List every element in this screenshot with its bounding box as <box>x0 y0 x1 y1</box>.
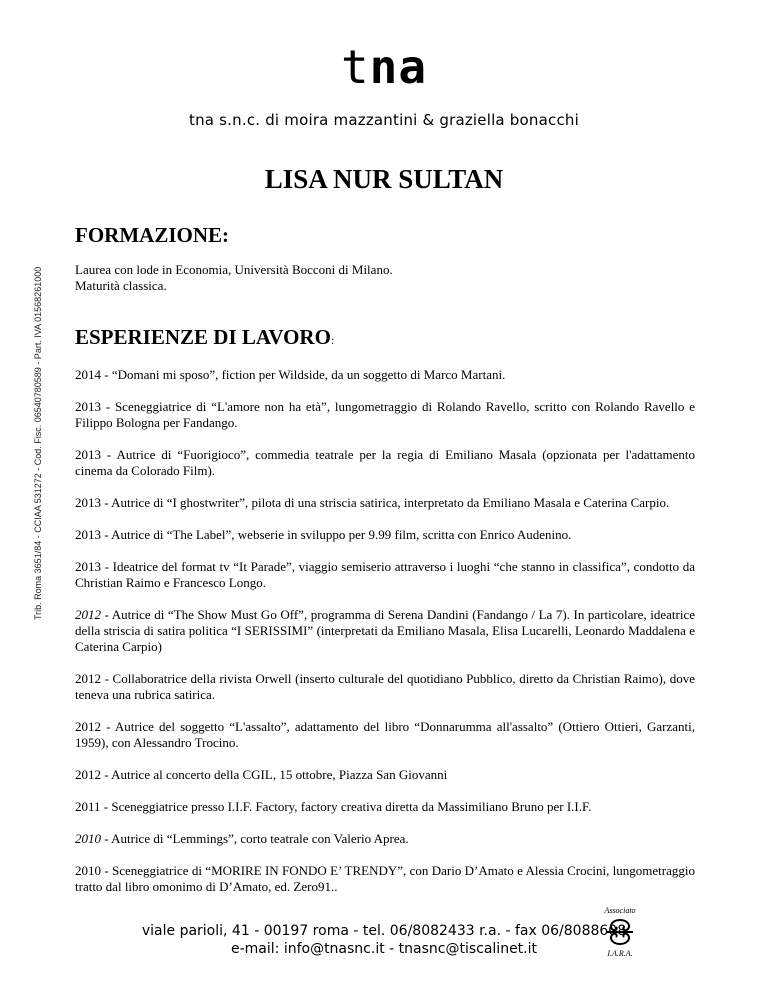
footer-email: e-mail: info@tnasnc.it - tnasnc@tiscalinet.it <box>230 941 537 957</box>
company-line: tna s.n.c. di moira mazzantini & graziella bonacchi <box>189 111 579 129</box>
formazione-line: Laurea con lode in Economia, Università Bocconi di Milano. <box>75 262 393 277</box>
experience-year: 2011 <box>75 799 101 814</box>
experience-text: - “Domani mi sposo”, fiction per Wildside, da un soggetto di Marco Martani. <box>101 367 506 382</box>
experience-year: 2013 <box>75 527 101 542</box>
experience-text: - Autrice del soggetto “L'assalto”, adattamento del libro “Donnarumma all'assalto” (Ottiero Ottieri, Garzanti, 1959), con Alessandro Trocino. <box>75 719 695 750</box>
experience-item <box>75 719 695 751</box>
logo-t: t <box>340 40 370 94</box>
footer-address: viale parioli, 41 - 00197 roma - tel. 06/8082433 r.a. - fax 06/8088608 <box>141 923 627 939</box>
experience-year: 2010 <box>75 863 101 878</box>
experience-text: - Autrice di “Lemmings”, corto teatrale con Valerio Aprea. <box>101 831 409 846</box>
side-registration-text: Trib. Roma 3651/84 - CCIAA 531272 - Cod. Fisc. 06540780589 - Part. IVA 01568261000 <box>33 266 43 620</box>
experience-item <box>75 495 695 511</box>
experience-year: 2013 <box>75 399 101 414</box>
experience-text: - Sceneggiatrice presso I.I.F. Factory, factory creativa diretta da Massimiliano Bruno per I.I.F. <box>100 799 592 814</box>
person-name: LISA NUR SULTAN <box>264 164 504 194</box>
formazione-heading: FORMAZIONE: <box>75 223 229 247</box>
experience-item <box>75 671 695 703</box>
experience-text: - Sceneggiatrice di “MORIRE IN FONDO E’ TRENDY”, con Dario D’Amato e Alessia Crocini, lungometraggio tratto dal libro omonimo di D’Amato, ed. Zero91.. <box>75 863 695 894</box>
experience-text: - Autrice di “I ghostwriter”, pilota di una striscia satirica, interpretato da Emiliano Masala e Caterina Carpio. <box>101 495 670 510</box>
formazione-line: Maturità classica. <box>75 278 167 293</box>
experience-year: 2013 <box>75 447 101 462</box>
logo-na: na <box>369 40 428 94</box>
experience-year: 2012 <box>75 767 101 782</box>
experience-text: - Autrice di “Fuorigioco”, commedia teatrale per la regia di Emiliano Masala (opzionata per l'adattamento cinema da Colorado Film). <box>75 447 695 478</box>
experience-year: 2012 <box>75 719 101 734</box>
experience-text: - Autrice di “The Show Must Go Off”, programma di Serena Dandini (Fandango / La 7). In particolare, ideatrice della striscia di satira politica “I SERISSIMI” (interpretati da Emiliano Masala, Elisa Lucarelli, Leonardo Maddalena e Caterina Carpio) <box>75 607 695 654</box>
experience-item <box>75 399 695 431</box>
association-label: Associato <box>604 906 636 915</box>
experience-year: 2014 <box>75 367 101 382</box>
experience-item <box>75 607 695 655</box>
experience-text: - Autrice di “The Label”, webserie in sviluppo per 9.99 film, scritta con Enrico Audenino. <box>101 527 572 542</box>
experience-item <box>75 767 695 783</box>
experience-year: 2013 <box>75 559 101 574</box>
letterhead-footer <box>0 922 768 958</box>
experience-text: - Collaboratrice della rivista Orwell (inserto culturale del quotidiano Pubblico, diretto da Christian Raimo), dove teneva una rubrica satirica. <box>75 671 695 702</box>
experience-year: 2012 <box>75 607 101 622</box>
experience-item <box>75 799 695 815</box>
experience-year: 2010 <box>75 831 101 846</box>
experience-text: - Ideatrice del format tv “It Parade”, viaggio semiserio attraverso i luoghi “che stanno in classifica”, condotto da Christian Raimo e Francesco Longo. <box>75 559 695 590</box>
ornament-icon <box>603 917 637 947</box>
experience-text: - Sceneggiatrice di “L'amore non ha età”, lungometraggio di Rolando Ravello, scritto con Rolando Ravello e Filippo Bologna per Fandango. <box>75 399 695 430</box>
experience-list <box>75 367 695 895</box>
company-logo <box>0 40 768 94</box>
esperienze-heading-text: ESPERIENZE DI LAVORO <box>75 325 331 349</box>
experience-item <box>75 831 695 847</box>
formazione-body <box>75 262 695 294</box>
experience-item <box>75 527 695 543</box>
association-name: I.A.R.A. <box>607 949 633 958</box>
experience-year: 2012 <box>75 671 101 686</box>
esperienze-heading <box>75 324 695 353</box>
experience-item <box>75 863 695 895</box>
experience-item <box>75 559 695 591</box>
experience-item <box>75 367 695 383</box>
esperienze-heading-colon: : <box>330 333 335 347</box>
experience-year: 2013 <box>75 495 101 510</box>
association-badge <box>597 906 643 958</box>
experience-item <box>75 447 695 479</box>
experience-text: - Autrice al concerto della CGIL, 15 ottobre, Piazza San Giovanni <box>101 767 448 782</box>
cv-content <box>75 222 695 911</box>
